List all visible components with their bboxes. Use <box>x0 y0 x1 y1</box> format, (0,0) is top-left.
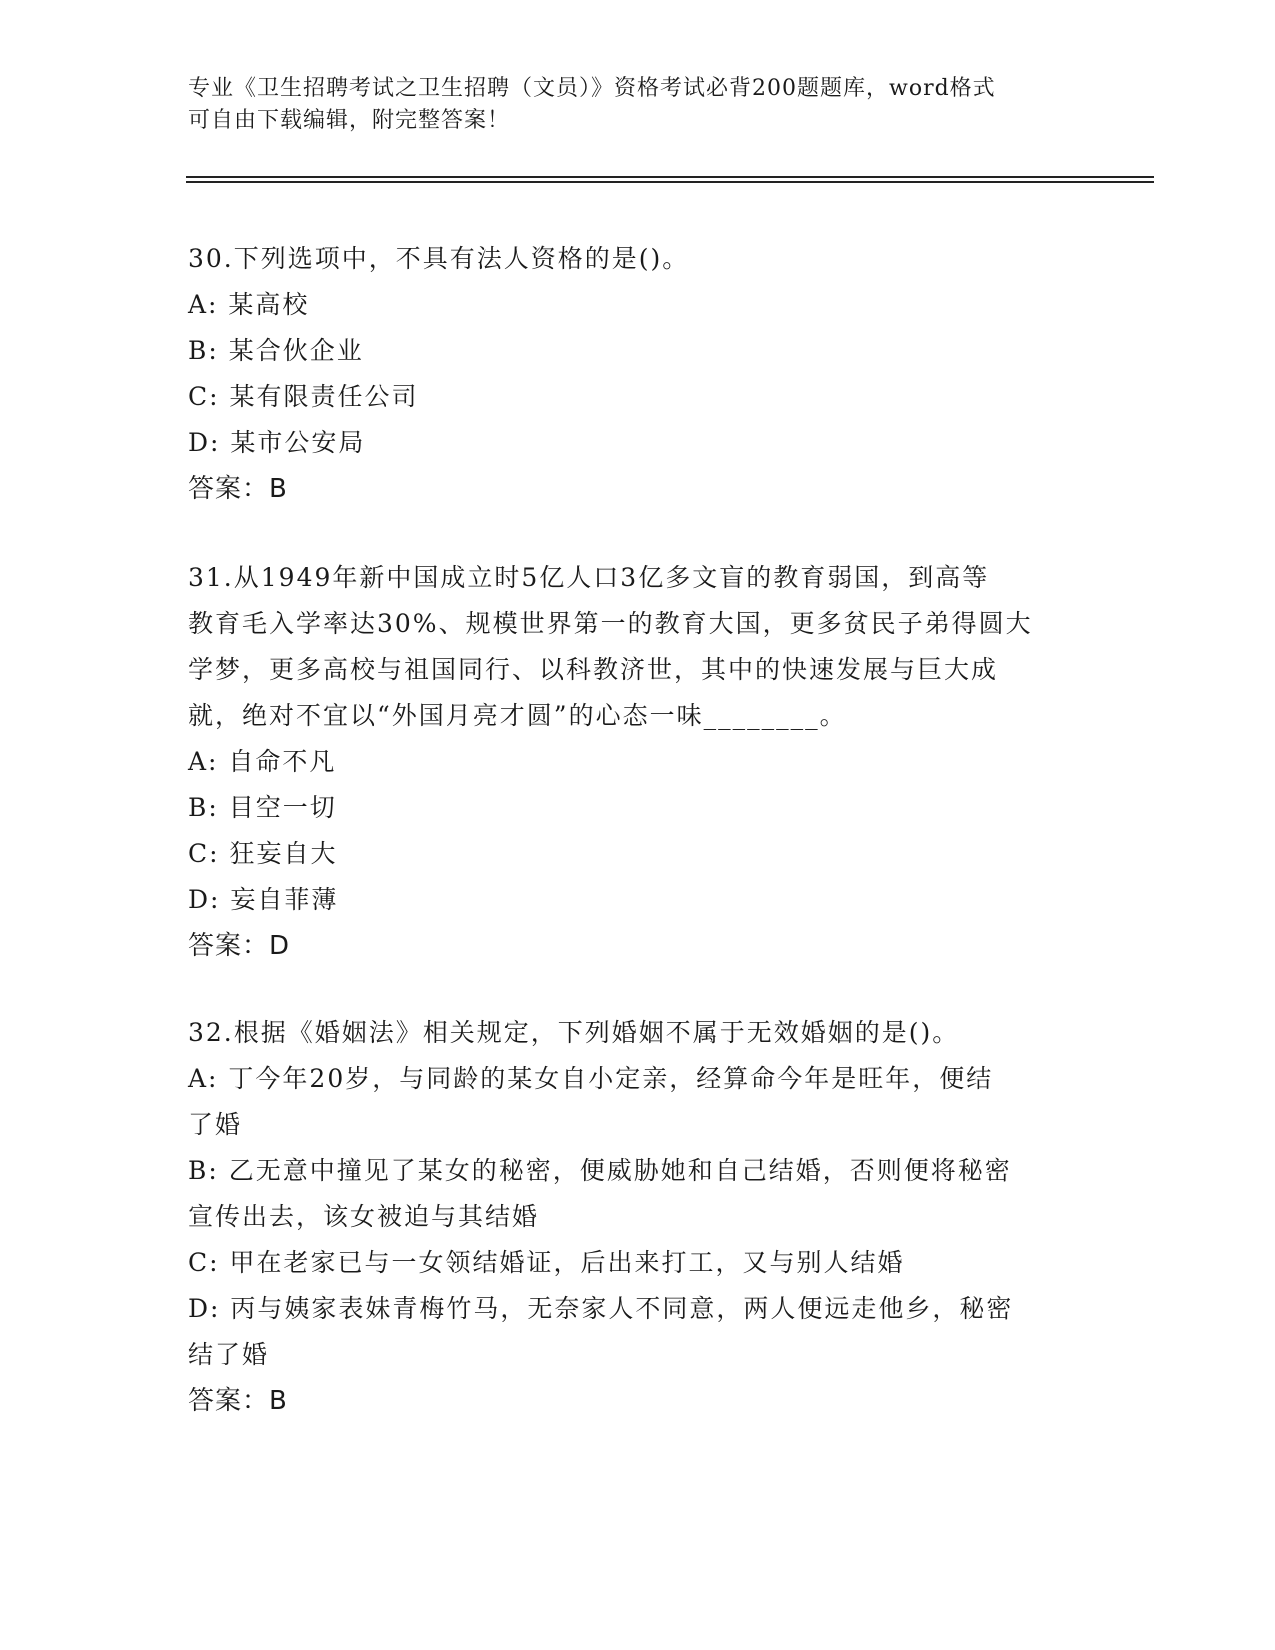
question-stem: 32.根据《婚姻法》相关规定，下列婚姻不属于无效婚姻的是()。 <box>188 1018 960 1047</box>
option-c: C: 狂妄自大 <box>188 839 338 868</box>
option-b: B: 某合伙企业 <box>188 336 364 365</box>
question-32 <box>188 1010 1088 1424</box>
header-divider-bottom <box>186 181 1154 183</box>
answer-label: 答案：B <box>188 474 288 504</box>
question-stem: 31.从1949年新中国成立时5亿人口3亿多文盲的教育弱国，到高等 教育毛入学率达30%、规模世界第一的教育大国，更多贫民子弟得圆大 学梦，更多高校与祖国同行、以科教济世，其中的快速发展与巨大成 就，绝对不宜以“外国月亮才圆”的心态一味________。 <box>188 563 1033 730</box>
option-a: A: 某高校 <box>188 290 310 319</box>
option-c: C: 某有限责任公司 <box>188 382 419 411</box>
option-a: A: 自命不凡 <box>188 747 337 776</box>
option-c: C: 甲在老家已与一女领结婚证，后出来打工，又与别人结婚 <box>188 1248 905 1277</box>
answer-label: 答案：B <box>188 1386 288 1416</box>
question-31 <box>188 555 1088 969</box>
option-b: B: 目空一切 <box>188 793 337 822</box>
option-b: B: 乙无意中撞见了某女的秘密，便威胁她和自己结婚，否则便将秘密 宣传出去，该女被迫与其结婚 <box>188 1156 1012 1231</box>
option-d: D: 某市公安局 <box>188 428 366 457</box>
header-line-2: 可自由下载编辑，附完整答案！ <box>188 108 511 133</box>
header-divider-top <box>186 176 1154 178</box>
option-d: D: 妄自菲薄 <box>188 885 339 914</box>
answer-label: 答案：D <box>188 931 291 961</box>
header-line-1: 专业《卫生招聘考试之卫生招聘（文员）》资格考试必背200题题库，word格式 <box>188 76 996 101</box>
question-stem: 30.下列选项中，不具有法人资格的是()。 <box>188 244 690 273</box>
option-a: A: 丁今年20岁，与同龄的某女自小定亲，经算命今年是旺年，便结 了婚 <box>188 1064 994 1139</box>
question-30 <box>188 236 1088 512</box>
option-d: D: 丙与姨家表妹青梅竹马，无奈家人不同意，两人便远走他乡，秘密 结了婚 <box>188 1294 1014 1369</box>
document-header <box>188 73 1088 137</box>
